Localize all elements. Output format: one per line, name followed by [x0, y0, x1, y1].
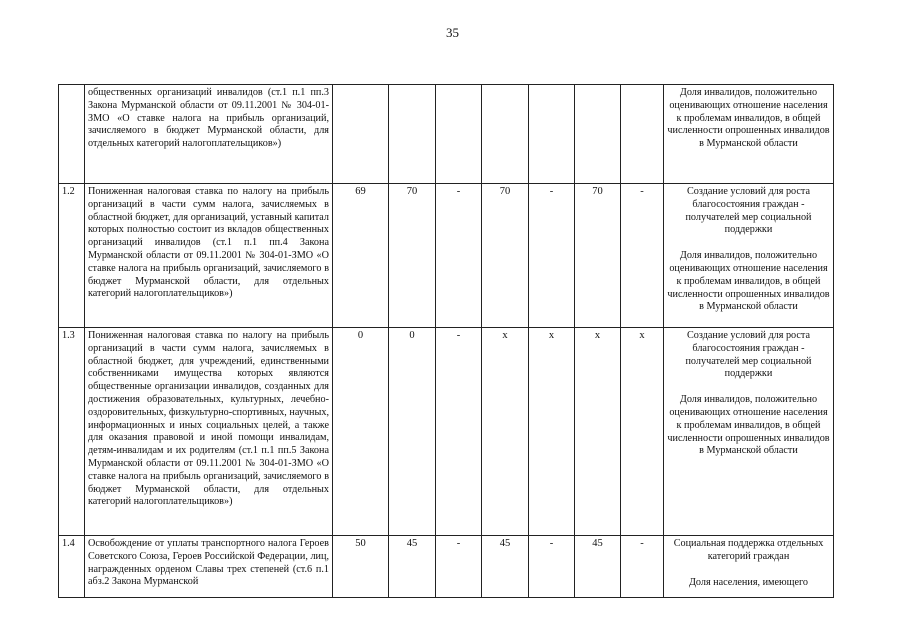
indicator-goal-text: Создание условий для роста благосостояния граждан - получателей мер социальной поддержки — [685, 186, 812, 236]
value-cell-v7: x — [621, 328, 664, 536]
target-indicator-cell — [664, 328, 834, 536]
value-cell-v3 — [436, 85, 482, 184]
page-number: 35 — [446, 25, 459, 40]
value-cell-v6: 45 — [575, 536, 621, 598]
target-indicator-cell — [664, 536, 834, 598]
value-cell-v4 — [482, 85, 529, 184]
value-cell-v4: x — [482, 328, 529, 536]
target-indicator-cell — [664, 184, 834, 328]
row-number-cell: 1.2 — [59, 184, 85, 328]
indicator-spacer — [667, 564, 830, 577]
indicator-measure-text: Доля населения, имеющего — [688, 576, 809, 588]
value-cell-v2: 0 — [389, 328, 436, 536]
value-cell-v1: 69 — [333, 184, 389, 328]
benefit-description-cell: Освобождение от уплаты транспортного налога Героев Советского Союза, Героев Российской Федерации, лиц, награжденных орденом Славы трех степеней (ст.6 п.1 абз.2 Закона Мурманской — [85, 536, 333, 598]
benefit-description-cell: Пониженная налоговая ставка по налогу на прибыль организаций в части сумм налога, зачисляемых в областной бюджет, для организаций, уставный капитал которых полностью состоит из вкладов общественных организаций инвалидов (ст.1 п.1 пп.4 Закона Мурманской области от 09.11.2001 № 304-01-ЗМО «О ставке налога на прибыль организаций, зачисляемого в бюджет Мурманской области, для отдельных категорий налогоплательщиков») — [85, 184, 333, 328]
value-cell-v5: - — [529, 536, 575, 598]
table-row — [59, 328, 834, 536]
target-indicator-cell — [664, 85, 834, 184]
value-cell-v1 — [333, 85, 389, 184]
value-cell-v7: - — [621, 184, 664, 328]
value-cell-v2 — [389, 85, 436, 184]
benefit-description-cell: общественных организаций инвалидов (ст.1 п.1 пп.3 Закона Мурманской области от 09.11.2001 № 304-01-ЗМО «О ставке налога на прибыль организаций, зачисляемого в бюджет Мурманской области, для отдельных категорий налогоплательщиков») — [85, 85, 333, 184]
indicator-spacer — [667, 237, 830, 250]
table-row — [59, 536, 834, 598]
value-cell-v4: 70 — [482, 184, 529, 328]
indicator-goal-text: Создание условий для роста благосостояния граждан - получателей мер социальной поддержки — [685, 330, 812, 380]
table-row — [59, 184, 834, 328]
row-number-cell: 1.3 — [59, 328, 85, 536]
value-cell-v6: 70 — [575, 184, 621, 328]
tax-benefits-table — [58, 84, 834, 598]
table-row — [59, 85, 834, 184]
benefit-description-cell: Пониженная налоговая ставка по налогу на прибыль организаций в части сумм налога, зачисляемых в областной бюджет, для учреждений, единственными собственниками имущества которых являются общественные организации инвалидов, созданных для достижения образовательных, культурных, лечебно-оздоровительных, физкультурно-спортивных, научных, информационных и иных социальных целей, а также для оказания правовой и иной помощи инвалидам, детям-инвалидам и их родителям (ст.1 п.1 пп.5 Закона Мурманской области от 09.11.2001 № 304-01-ЗМО «О ставке налога на прибыль организаций, зачисляемого в бюджет Мурманской области, для отдельных категорий налогоплательщиков») — [85, 328, 333, 536]
indicator-spacer — [667, 381, 830, 394]
indicator-measure-text: Доля инвалидов, положительно оценивающих отношение населения к проблемам инвалидов, в общей численности опрошенных инвалидов в Мурманской области — [667, 394, 830, 457]
value-cell-v4: 45 — [482, 536, 529, 598]
value-cell-v1: 50 — [333, 536, 389, 598]
value-cell-v5: - — [529, 184, 575, 328]
indicator-measure-text: Доля инвалидов, положительно оценивающих отношение населения к проблемам инвалидов, в общей численности опрошенных инвалидов в Мурманской области — [667, 87, 830, 150]
value-cell-v6: x — [575, 328, 621, 536]
value-cell-v2: 70 — [389, 184, 436, 328]
value-cell-v7: - — [621, 536, 664, 598]
row-number-cell — [59, 85, 85, 184]
value-cell-v6 — [575, 85, 621, 184]
value-cell-v5: x — [529, 328, 575, 536]
value-cell-v3: - — [436, 184, 482, 328]
table-body — [59, 85, 834, 598]
value-cell-v1: 0 — [333, 328, 389, 536]
value-cell-v2: 45 — [389, 536, 436, 598]
value-cell-v7 — [621, 85, 664, 184]
indicator-goal-text: Социальная поддержка отдельных категорий граждан — [673, 538, 824, 562]
indicator-measure-text: Доля инвалидов, положительно оценивающих отношение населения к проблемам инвалидов, в общей численности опрошенных инвалидов в Мурманской области — [667, 250, 830, 313]
value-cell-v5 — [529, 85, 575, 184]
value-cell-v3: - — [436, 536, 482, 598]
value-cell-v3: - — [436, 328, 482, 536]
row-number-cell: 1.4 — [59, 536, 85, 598]
